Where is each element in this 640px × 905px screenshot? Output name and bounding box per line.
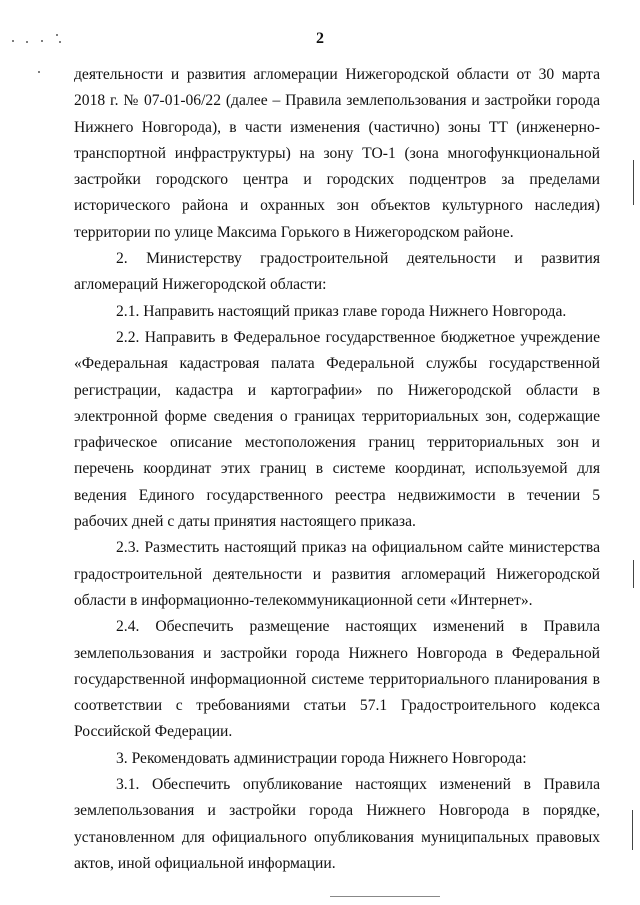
document-body	[74, 62, 600, 877]
paragraph-item-2: 2. Министерству градостроительной деятельности и развития агломераций Нижегородской области:	[74, 250, 600, 294]
scan-bottom-rule	[330, 896, 440, 897]
paragraph-item-3-1: 3.1. Обеспечить опубликование настоящих изменений в Правила землепользования и застройки города Нижнего Новгорода в порядке, установленном для официального опубликования муниципальных правовых актов, иной официальной информации.	[74, 776, 600, 872]
scan-margin-line	[633, 560, 634, 588]
page-number: 2	[316, 30, 324, 47]
paragraph-continuation: деятельности и развития агломерации Нижегородской области от 30 марта 2018 г. № 07-01-06/22 (далее – Правила землепользования и застройки города Нижнего Новгорода), в части изменения (частично) зоны ТТ (инженерно-транспортной инфраструктуры) на зону ТО-1 (зона многофункциональной застройки городского центра и городских подцентров за пределами исторического района и охранных зон объектов культурного наследия) территории по улице Максима Горького в Нижегородском районе.	[74, 66, 600, 241]
scan-margin-line	[633, 160, 634, 205]
paragraph-item-2-3: 2.3. Разместить настоящий приказ на официальном сайте министерства градостроительной деятельности и развития агломераций Нижегородской области в информационно-телекоммуникационной сети «Интернет».	[74, 539, 600, 609]
paragraph-item-2-2: 2.2. Направить в Федеральное государственное бюджетное учреждение «Федеральная кадастровая палата Федеральной службы государственной регистрации, кадастра и картографии» по Нижегородской области в электронной форме сведения о границах территориальных зон, содержащие графическое описание местоположения границ территориальных зон и перечень координат этих границ в системе координат, используемой для ведения Единого государственного реестра недвижимости в течении 5 рабочих дней с даты принятия настоящего приказа.	[74, 328, 600, 531]
paragraph-item-2-4: 2.4. Обеспечить размещение настоящих изменений в Правила землепользования и застройки города Нижнего Новгорода в Федеральной государственной информационной системе территориального планирования в соответствии с требованиями статьи 57.1 Градостроительного кодекса Российской Федерации.	[74, 618, 600, 741]
scan-margin-line	[632, 810, 633, 850]
paragraph-item-2-1: 2.1. Направить настоящий приказ главе города Нижнего Новгорода.	[116, 302, 567, 320]
paragraph-item-3: 3. Рекомендовать администрации города Нижнего Новгорода:	[116, 749, 527, 767]
